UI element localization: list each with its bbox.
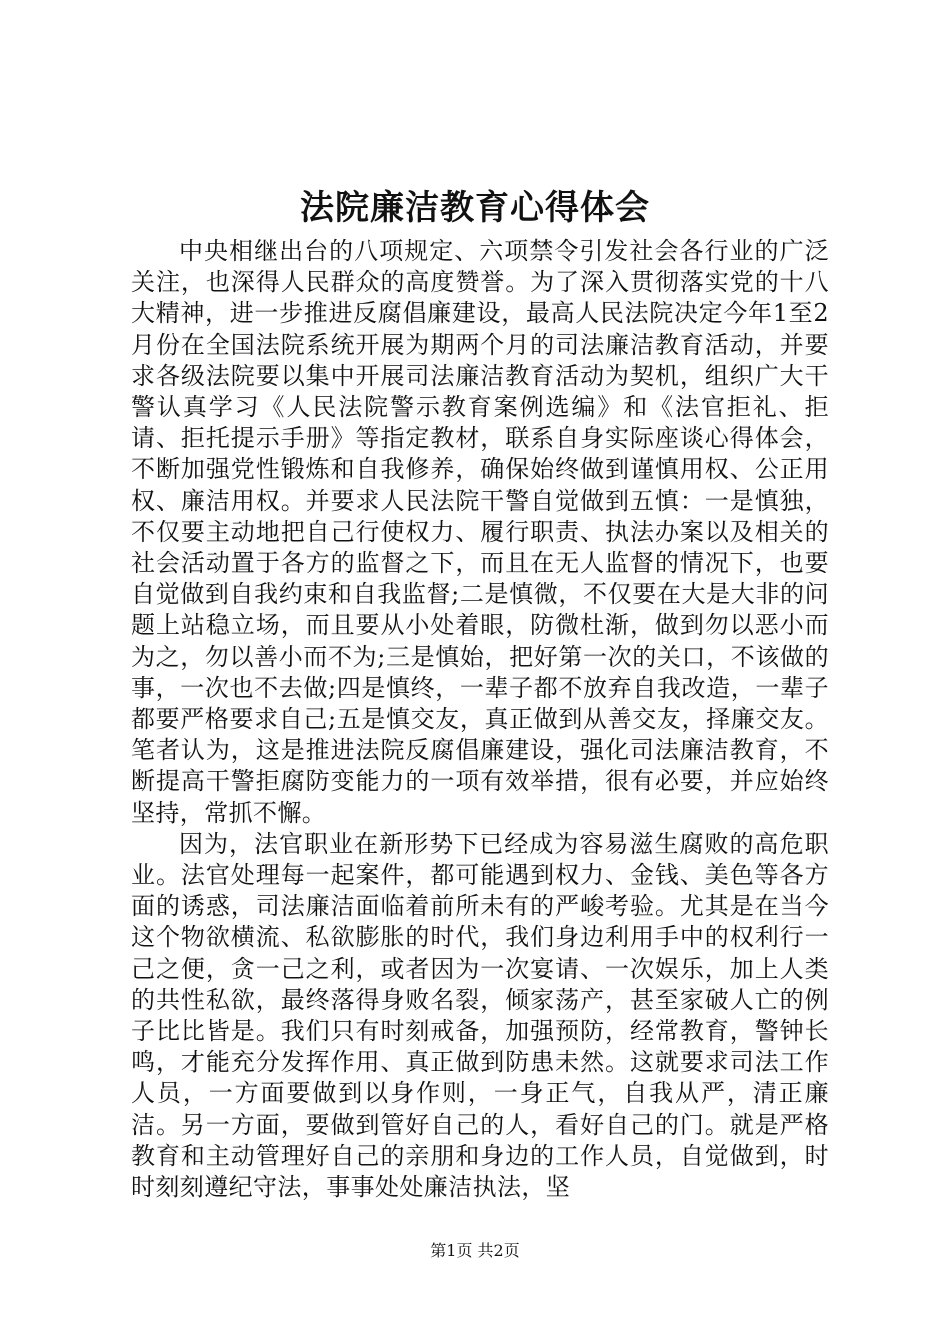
page-number-footer: 第1页 共2页 [430, 1241, 520, 1260]
document-body [131, 236, 829, 1203]
paragraph-2: 因为，法官职业在新形势下已经成为容易滋生腐败的高危职业。法官处理每一起案件，都可能遇到权力、金钱、美色等各方面的诱惑，司法廉洁面临着前所未有的严峻考验。尤其是在当今这个物欲横流、私欲膨胀的时代，我们身边利用手中的权利行一己之便，贪一己之利，或者因为一次宴请、一次娱乐，加上人类的共性私欲，最终落得身败名裂，倾家荡产，甚至家破人亡的例子比比皆是。我们只有时刻戒备，加强预防，经常教育，警钟长鸣，才能充分发挥作用、真正做到防患未然。这就要求司法工作人员，一方面要做到以身作则，一身正气，自我从严，清正廉洁。另一方面，要做到管好自己的人，看好自己的门。就是严格教育和主动管理好自己的亲朋和身边的工作人员，自觉做到，时时刻刻遵纪守法，事事处处廉洁执法，坚 [131, 829, 829, 1202]
paragraph-1: 中央相继出台的八项规定、六项禁令引发社会各行业的广泛关注，也深得人民群众的高度赞誉。为了深入贯彻落实党的十八大精神，进一步推进反腐倡廉建设，最高人民法院决定今年1至2月份在全国法院系统开展为期两个月的司法廉洁教育活动，并要求各级法院要以集中开展司法廉洁教育活动为契机，组织广大干警认真学习《人民法院警示教育案例选编》和《法官拒礼、拒请、拒托提示手册》等指定教材，联系自身实际座谈心得体会，不断加强党性锻炼和自我修养，确保始终做到谨慎用权、公正用权、廉洁用权。并要求人民法院干警自觉做到五慎：一是慎独，不仅要主动地把自己行使权力、履行职责、执法办案以及相关的社会活动置于各方的监督之下，而且在无人监督的情况下，也要自觉做到自我约束和自我监督;二是慎微，不仅要在大是大非的问题上站稳立场，而且要从小处着眼，防微杜渐，做到勿以恶小而为之，勿以善小而不为;三是慎始，把好第一次的关口，不该做的事，一次也不去做;四是慎终，一辈子都不放弃自我改造，一辈子都要严格要求自己;五是慎交友，真正做到从善交友，择廉交友。笔者认为，这是推进法院反腐倡廉建设，强化司法廉洁教育，不断提高干警拒腐防变能力的一项有效举措，很有必要，并应始终坚持，常抓不懈。 [131, 237, 829, 827]
document-title: 法院廉洁教育心得体会 [300, 188, 650, 228]
